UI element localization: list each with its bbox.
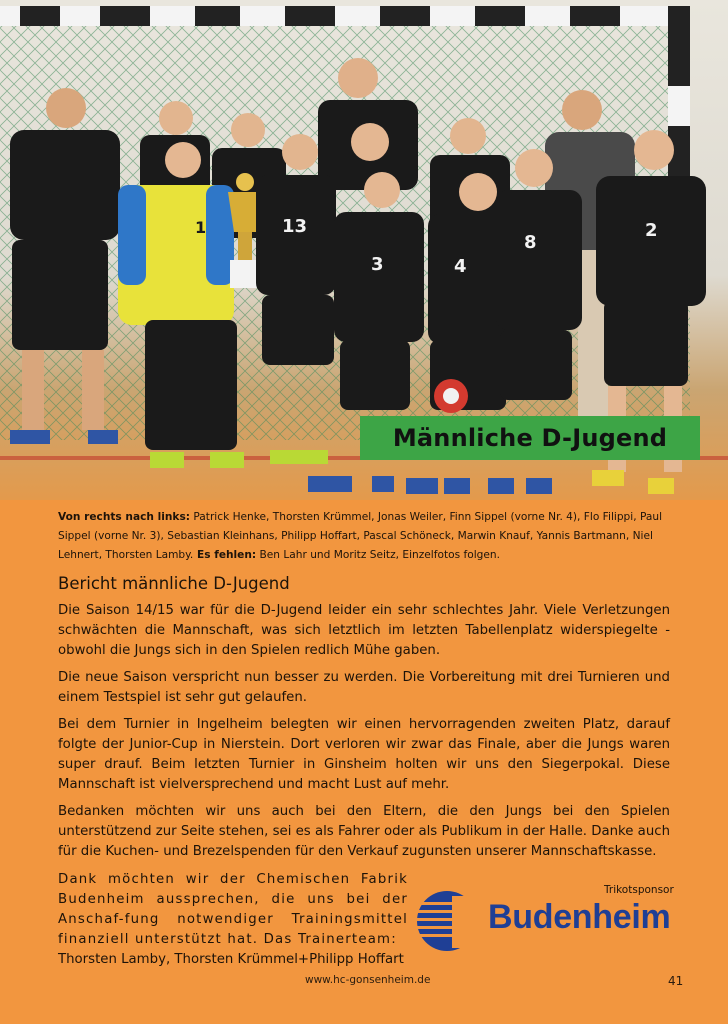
- title-banner: [360, 416, 700, 460]
- caption-missing-label: Es fehlen:: [193, 549, 257, 561]
- jersey-number: 13: [282, 216, 308, 237]
- sponsor-name: Budenheim: [488, 898, 671, 936]
- caption-names: Patrick Henke, Thorsten Krümmel, Jonas Weiler, Finn Sippel (vorne Nr. 4), Flo Filippi, Paul Sippel (vorne Nr. 3), Sebastian Kleinhans, Philipp Hoffart, Pascal Schöneck, Marwin Knauf, Yannis Bartmann, Niel Lehnert, Thorsten Lamby.: [58, 511, 663, 561]
- report-heading: Bericht männliche D-Jugend: [58, 574, 290, 593]
- jersey-number: 8: [524, 232, 537, 253]
- report-paragraph: Bedanken möchten wir uns auch bei den Eltern, die den Jungs bei den Spielen unterstützend zur Seite stehen, sei es als Fahrer oder als Publikum in der Halle. Danke auch für die Kuchen- und Brezelspenden für den Verkauf zugunsten unserer Mannschaftskasse.: [58, 804, 670, 859]
- budenheim-logo-icon: [416, 890, 486, 952]
- jersey-number: 1: [195, 218, 207, 237]
- jersey-number: 3: [371, 254, 384, 275]
- jersey-number: 4: [454, 256, 467, 277]
- sponsor-label: Trikotsponsor: [604, 884, 674, 896]
- page-number: 41: [668, 974, 684, 988]
- banner-title: Männliche D-Jugend: [392, 424, 668, 452]
- thanks-paragraph: Dank möchten wir der Chemischen Fabrik Budenheim aussprechen, die uns bei der Anschaf-fung notwendiger Trainingsmittel finanziell unterstützt hat. Das Trainerteam:: [58, 872, 408, 947]
- jersey-number: 2: [645, 220, 658, 241]
- report-paragraph: Die Saison 14/15 war für die D-Jugend leider ein sehr schlechtes Jahr. Viele Verletzungen schwächten die Mannschaft, was sich letztlich im letzten Tabellenplatz widerspiegelte - obwohl die Jungs sich in den Spielen redlich Mühe gaben.: [58, 603, 670, 658]
- photo-caption: [58, 508, 670, 565]
- caption-lead: Von rechts nach links:: [58, 511, 191, 523]
- report-paragraph: Bei dem Turnier in Ingelheim belegten wir einen hervorragenden zweiten Platz, darauf folgte der Junior-Cup in Nierstein. Dort verloren wir zwar das Finale, aber die Jungs waren super drauf. Beim letzten Turnier in Ginsheim holten wir uns den Siegerpokal. Diese Mannschaft ist vielversprechend und macht Lust auf mehr.: [58, 717, 670, 792]
- report-paragraph: Die neue Saison verspricht nun besser zu werden. Die Vorbereitung mit drei Turnieren und einem Testspiel ist sehr gut gelaufen.: [58, 670, 670, 705]
- signature-line: Thorsten Lamby, Thorsten Krümmel+Philipp Hoffart: [58, 952, 404, 967]
- footer-url: www.hc-gonsenheim.de: [305, 974, 431, 986]
- caption-missing: Ben Lahr und Moritz Seitz, Einzelfotos folgen.: [256, 549, 500, 561]
